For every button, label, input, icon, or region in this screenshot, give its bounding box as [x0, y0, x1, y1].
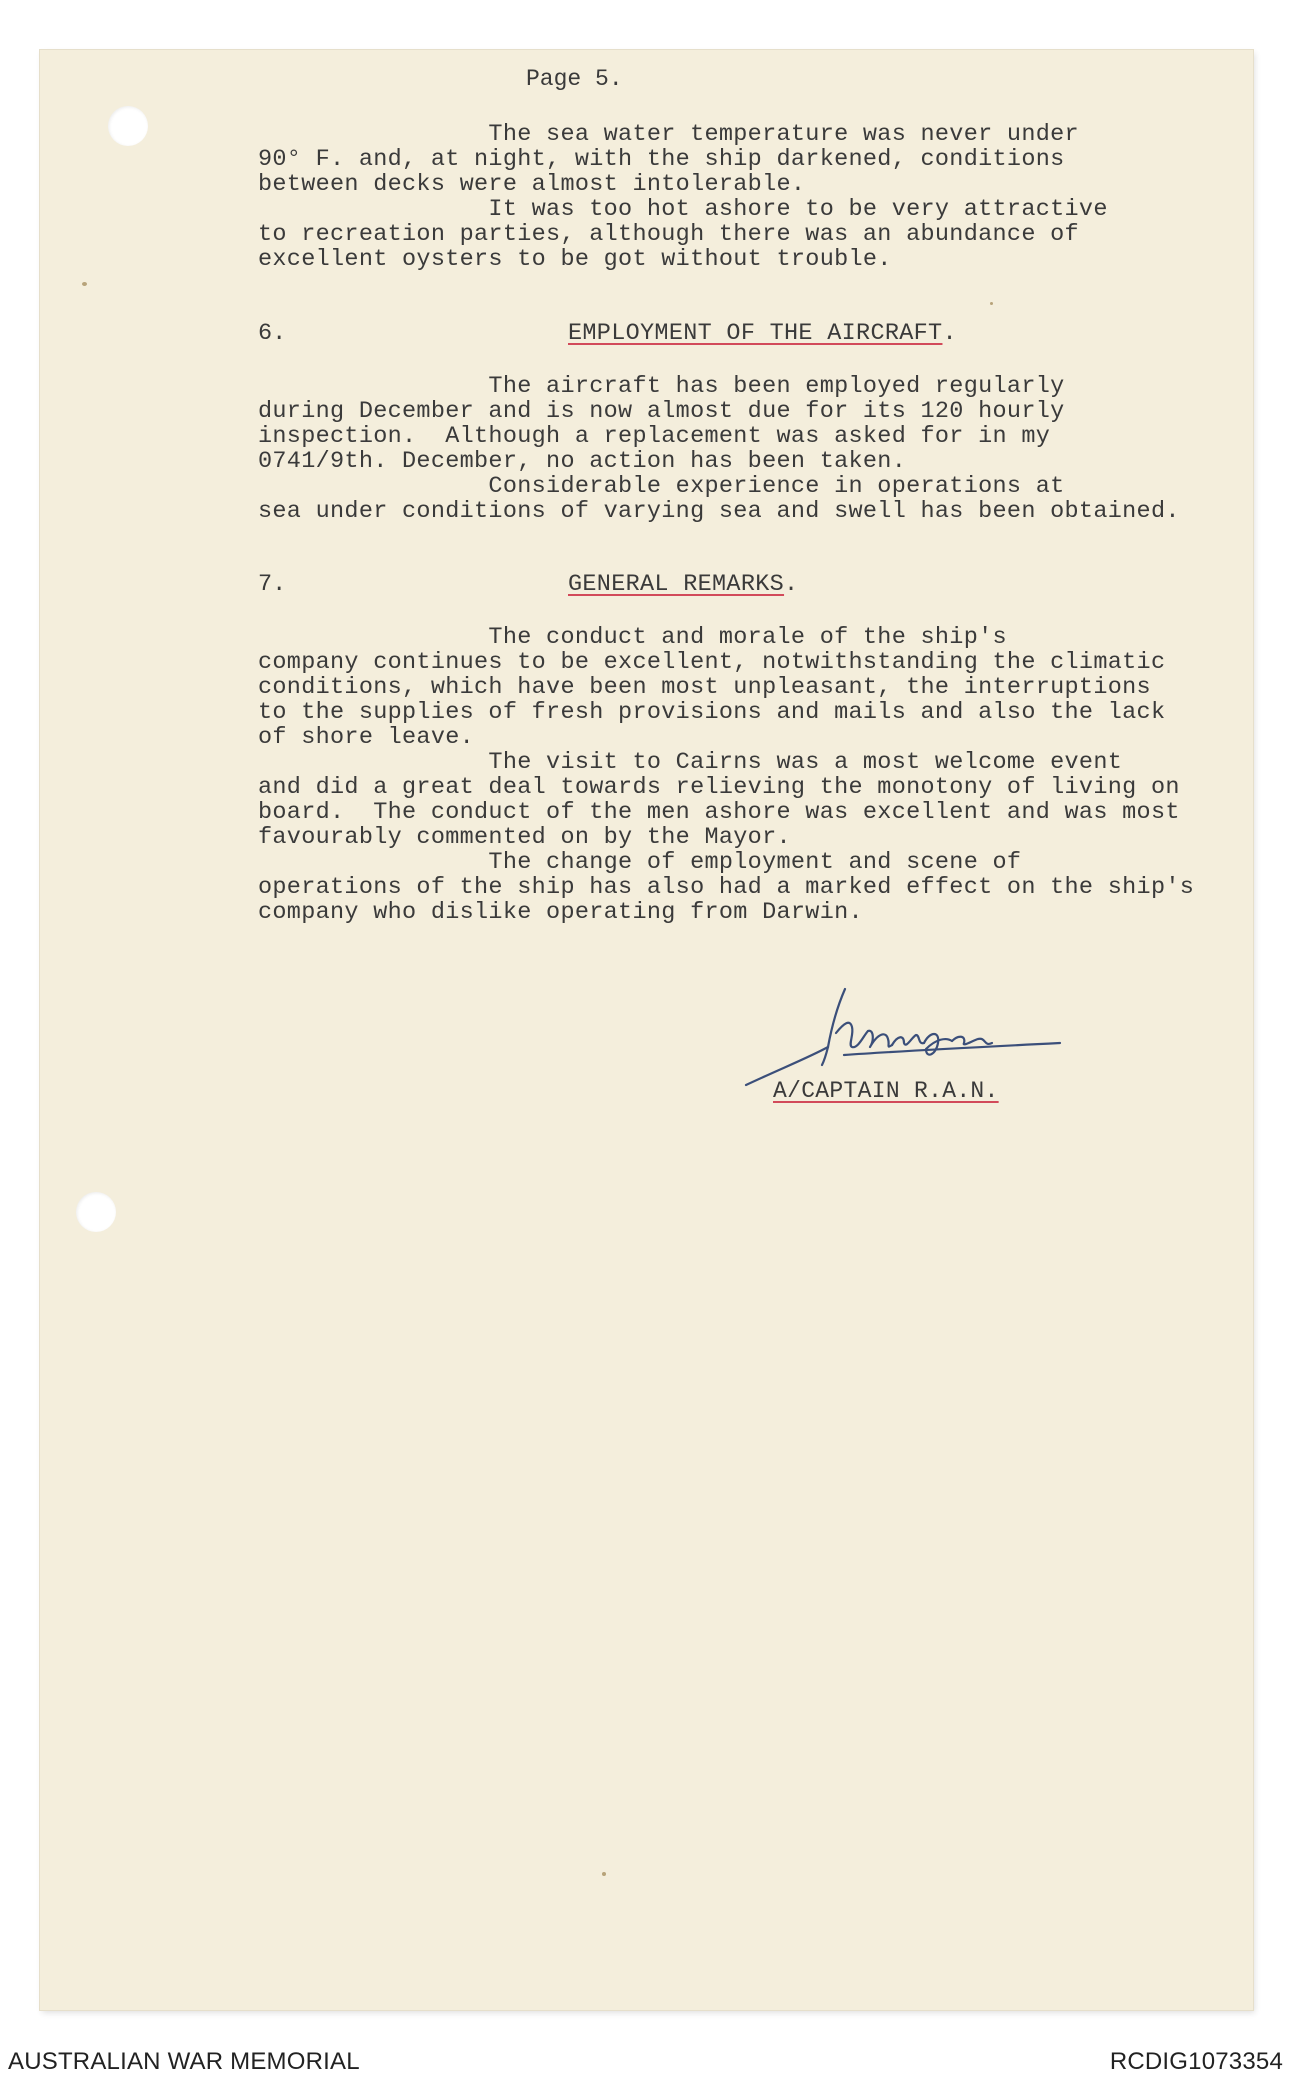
section-heading: [568, 571, 798, 598]
text-line: sea under conditions of varying sea and swell has been obtained.: [258, 498, 1180, 525]
text-line: Considerable experience in operations at: [258, 473, 1065, 500]
text-line: The change of employment and scene of: [258, 849, 1022, 876]
text-line: 90° F. and, at night, with the ship darkened, conditions: [258, 146, 1065, 173]
text-line: during December and is now almost due for its 120 hourly: [258, 398, 1065, 425]
page-number: Page 5.: [526, 66, 623, 92]
text-line: conditions, which have been most unpleasant, the interruptions: [258, 674, 1151, 701]
text-line: board. The conduct of the men ashore was excellent and was most: [258, 799, 1180, 826]
punch-hole-bottom: [76, 1192, 116, 1232]
section-number: 7.: [258, 571, 287, 598]
intro-paragraphs: [258, 121, 1218, 271]
text-line: The sea water temperature was never under: [258, 121, 1079, 148]
text-line: It was too hot ashore to be very attractive: [258, 196, 1108, 223]
text-line: The aircraft has been employed regularly: [258, 373, 1065, 400]
text-line: to the supplies of fresh provisions and mails and also the lack: [258, 699, 1166, 726]
section-heading-text: EMPLOYMENT OF THE AIRCRAFT: [568, 320, 943, 347]
section-heading: [568, 320, 957, 347]
section-6-paragraphs: [258, 373, 1218, 523]
text-line: company continues to be excellent, notwithstanding the climatic: [258, 649, 1166, 676]
signatory-rank: [773, 1078, 999, 1104]
text-line: between decks were almost intolerable.: [258, 171, 806, 198]
signatory-rank-text: A/CAPTAIN R.A.N.: [773, 1078, 999, 1104]
archive-credit: AUSTRALIAN WAR MEMORIAL: [8, 2048, 360, 2075]
punch-hole-top: [108, 106, 148, 146]
heading-period: .: [942, 320, 957, 347]
text-line: favourably commented on by the Mayor.: [258, 824, 791, 851]
text-line: operations of the ship has also had a marked effect on the ship's: [258, 874, 1195, 901]
text-line: The visit to Cairns was a most welcome event: [258, 749, 1123, 776]
text-line: company who dislike operating from Darwin.: [258, 899, 863, 926]
text-line: excellent oysters to be got without trouble.: [258, 246, 892, 273]
paper-speck: [602, 1872, 606, 1876]
section-7-paragraphs: [258, 624, 1218, 924]
paper-speck: [82, 282, 87, 286]
text-line: inspection. Although a replacement was asked for in my: [258, 423, 1051, 450]
heading-period: .: [784, 571, 799, 598]
text-line: 0741/9th. December, no action has been taken.: [258, 448, 907, 475]
text-line: The conduct and morale of the ship's: [258, 624, 1007, 651]
section-heading-text: GENERAL REMARKS: [568, 571, 785, 598]
archive-reference-id: RCDIG1073354: [1109, 2048, 1283, 2075]
text-line: and did a great deal towards relieving the monotony of living on: [258, 774, 1180, 801]
paper-speck: [990, 302, 993, 305]
section-number: 6.: [258, 320, 287, 347]
text-line: to recreation parties, although there was an abundance of: [258, 221, 1079, 248]
text-line: of shore leave.: [258, 724, 475, 751]
